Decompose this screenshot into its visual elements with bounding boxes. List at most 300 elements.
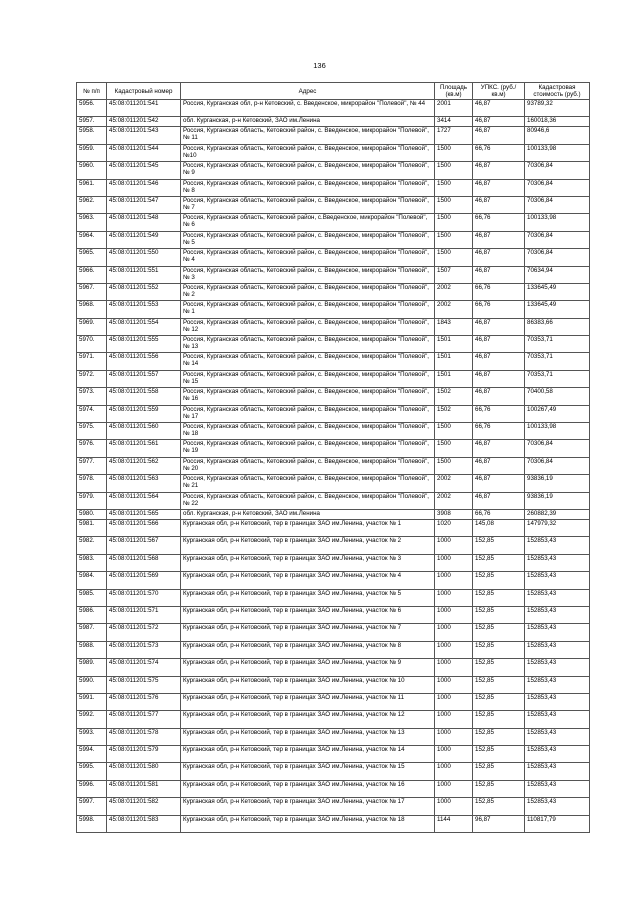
cadastral-number-cell: 45:08:011201:576	[107, 693, 181, 710]
header-area: Площадь (кв.м)	[435, 83, 473, 100]
cadastral-cost-cell: 70306,84	[525, 249, 590, 266]
cadastral-number-cell: 45:08:011201:561	[107, 440, 181, 457]
cadastral-number-cell: 45:08:011201:577	[107, 711, 181, 728]
row-number-cell: 5990.	[77, 676, 107, 693]
cadastral-cost-cell: 152853,43	[525, 589, 590, 606]
cadastral-cost-cell: 100267,49	[525, 405, 590, 422]
row-number-cell: 5971.	[77, 353, 107, 370]
row-number-cell: 5960.	[77, 162, 107, 179]
address-cell: Курганская обл, р-н Кетовский, тер в границах ЗАО им.Ленина, участок № 10	[181, 676, 435, 693]
upks-cell: 46,87	[473, 318, 525, 335]
table-row	[77, 624, 590, 641]
area-cell: 1000	[435, 659, 473, 676]
area-cell: 1500	[435, 179, 473, 196]
cadastral-cost-cell: 152853,43	[525, 763, 590, 780]
table-row	[77, 100, 590, 117]
cadastral-cost-cell: 70306,84	[525, 457, 590, 474]
cadastral-number-cell: 45:08:011201:573	[107, 641, 181, 658]
cadastral-number-cell: 45:08:011201:552	[107, 283, 181, 300]
row-number-cell: 5984.	[77, 572, 107, 589]
cadastral-number-cell: 45:08:011201:558	[107, 388, 181, 405]
upks-cell: 152,85	[473, 606, 525, 623]
row-number-cell: 5985.	[77, 589, 107, 606]
upks-cell: 46,87	[473, 179, 525, 196]
area-cell: 1000	[435, 554, 473, 571]
cadastral-number-cell: 45:08:011201:547	[107, 196, 181, 213]
cadastral-number-cell: 45:08:011201:553	[107, 301, 181, 318]
area-cell: 1144	[435, 815, 473, 832]
row-number-cell: 5965.	[77, 249, 107, 266]
address-cell: Россия, Курганская область, Кетовский район, с. Введенское, микрорайон "Полевой", № 21	[181, 475, 435, 492]
area-cell: 1500	[435, 214, 473, 231]
area-cell: 1000	[435, 572, 473, 589]
cadastral-cost-cell: 133645,49	[525, 283, 590, 300]
row-number-cell: 5956.	[77, 100, 107, 117]
upks-cell: 46,87	[473, 370, 525, 387]
area-cell: 1000	[435, 589, 473, 606]
table-row	[77, 283, 590, 300]
cadastral-number-cell: 45:08:011201:556	[107, 353, 181, 370]
table-row	[77, 301, 590, 318]
row-number-cell: 5983.	[77, 554, 107, 571]
row-number-cell: 5957.	[77, 117, 107, 127]
area-cell: 1000	[435, 624, 473, 641]
area-cell: 1000	[435, 746, 473, 763]
address-cell: Курганская обл, р-н Кетовский, тер в границах ЗАО им.Ленина, участок № 5	[181, 589, 435, 606]
area-cell: 1000	[435, 798, 473, 815]
cadastral-table	[76, 82, 590, 833]
upks-cell: 46,87	[473, 266, 525, 283]
table-row	[77, 388, 590, 405]
address-cell: Курганская обл, р-н Кетовский, тер в границах ЗАО им.Ленина, участок № 4	[181, 572, 435, 589]
upks-cell: 152,85	[473, 728, 525, 745]
cadastral-cost-cell: 70634,94	[525, 266, 590, 283]
row-number-cell: 5986.	[77, 606, 107, 623]
upks-cell: 66,76	[473, 283, 525, 300]
upks-cell: 46,87	[473, 475, 525, 492]
cadastral-number-cell: 45:08:011201:563	[107, 475, 181, 492]
area-cell: 2002	[435, 492, 473, 509]
table-row	[77, 711, 590, 728]
table-row	[77, 798, 590, 815]
header-address: Адрес	[181, 83, 435, 100]
table-row	[77, 475, 590, 492]
row-number-cell: 5988.	[77, 641, 107, 658]
upks-cell: 46,87	[473, 100, 525, 117]
area-cell: 1727	[435, 127, 473, 144]
cadastral-number-cell: 45:08:011201:555	[107, 336, 181, 353]
cadastral-cost-cell: 160018,36	[525, 117, 590, 127]
area-cell: 2001	[435, 100, 473, 117]
area-cell: 1000	[435, 763, 473, 780]
cadastral-cost-cell: 100133,98	[525, 423, 590, 440]
table-row	[77, 519, 590, 536]
table-row	[77, 676, 590, 693]
cadastral-cost-cell: 152853,43	[525, 606, 590, 623]
page-number: 136	[313, 61, 326, 70]
row-number-cell: 5987.	[77, 624, 107, 641]
cadastral-number-cell: 45:08:011201:542	[107, 117, 181, 127]
row-number-cell: 5998.	[77, 815, 107, 832]
table-row	[77, 336, 590, 353]
address-cell: Курганская обл, р-н Кетовский, тер в границах ЗАО им.Ленина, участок № 3	[181, 554, 435, 571]
upks-cell: 152,85	[473, 693, 525, 710]
cadastral-cost-cell: 70306,84	[525, 231, 590, 248]
address-cell: Россия, Курганская область, Кетовский район, с. Введенское, микрорайон "Полевой", № 18	[181, 423, 435, 440]
area-cell: 1502	[435, 388, 473, 405]
address-cell: Россия, Курганская область, Кетовский район, с. Введенское, микрорайон "Полевой", № 17	[181, 405, 435, 422]
area-cell: 2002	[435, 283, 473, 300]
cadastral-cost-cell: 152853,43	[525, 641, 590, 658]
upks-cell: 46,87	[473, 231, 525, 248]
cadastral-number-cell: 45:08:011201:554	[107, 318, 181, 335]
upks-cell: 152,85	[473, 676, 525, 693]
cadastral-cost-cell: 70306,84	[525, 196, 590, 213]
cadastral-cost-cell: 93836,19	[525, 475, 590, 492]
row-number-cell: 5996.	[77, 780, 107, 797]
address-cell: Курганская обл, р-н Кетовский, тер в границах ЗАО им.Ленина, участок № 15	[181, 763, 435, 780]
cadastral-cost-cell: 70353,71	[525, 336, 590, 353]
cadastral-number-cell: 45:08:011201:565	[107, 509, 181, 519]
cadastral-number-cell: 45:08:011201:541	[107, 100, 181, 117]
upks-cell: 152,85	[473, 659, 525, 676]
cadastral-number-cell: 45:08:011201:570	[107, 589, 181, 606]
upks-cell: 46,87	[473, 492, 525, 509]
row-number-cell: 5991.	[77, 693, 107, 710]
address-cell: Курганская обл, р-н Кетовский, тер в границах ЗАО им.Ленина, участок № 1	[181, 519, 435, 536]
table-row	[77, 370, 590, 387]
upks-cell: 46,87	[473, 353, 525, 370]
cadastral-number-cell: 45:08:011201:560	[107, 423, 181, 440]
address-cell: Россия, Курганская область, Кетовский район, с. Введенское, микрорайон "Полевой", № 13	[181, 336, 435, 353]
address-cell: Россия, Курганская область, Кетовский район, с. Введенское, микрорайон "Полевой", № 12	[181, 318, 435, 335]
row-number-cell: 5995.	[77, 763, 107, 780]
cadastral-cost-cell: 86383,66	[525, 318, 590, 335]
address-cell: обл. Курганская, р-н Кетовский, ЗАО им.Ленина	[181, 117, 435, 127]
area-cell: 1500	[435, 440, 473, 457]
header-cadastral-number: Кадастровый номер	[107, 83, 181, 100]
address-cell: обл. Курганская, р-н Кетовский, ЗАО им.Ленина	[181, 509, 435, 519]
upks-cell: 152,85	[473, 554, 525, 571]
table-row	[77, 746, 590, 763]
address-cell: Россия, Курганская область, Кетовский район, с. Введенское, микрорайон "Полевой", № 19	[181, 440, 435, 457]
table-row	[77, 509, 590, 519]
cadastral-cost-cell: 152853,43	[525, 728, 590, 745]
address-cell: Курганская обл, р-н Кетовский, тер в границах ЗАО им.Ленина, участок № 18	[181, 815, 435, 832]
table-row	[77, 440, 590, 457]
cadastral-cost-cell: 152853,43	[525, 676, 590, 693]
cadastral-number-cell: 45:08:011201:566	[107, 519, 181, 536]
cadastral-number-cell: 45:08:011201:557	[107, 370, 181, 387]
cadastral-cost-cell: 133645,49	[525, 301, 590, 318]
row-number-cell: 5976.	[77, 440, 107, 457]
upks-cell: 46,87	[473, 162, 525, 179]
cadastral-cost-cell: 93789,32	[525, 100, 590, 117]
address-cell: Россия, Курганская область, Кетовский район, с. Введенское, микрорайон "Полевой", № 22	[181, 492, 435, 509]
row-number-cell: 5974.	[77, 405, 107, 422]
row-number-cell: 5969.	[77, 318, 107, 335]
upks-cell: 46,87	[473, 457, 525, 474]
area-cell: 2002	[435, 475, 473, 492]
area-cell: 1507	[435, 266, 473, 283]
upks-cell: 46,87	[473, 440, 525, 457]
area-cell: 1500	[435, 231, 473, 248]
address-cell: Россия, Курганская область, Кетовский район, с. Введенское, микрорайон "Полевой", № 7	[181, 196, 435, 213]
row-number-cell: 5973.	[77, 388, 107, 405]
table-body	[77, 100, 590, 833]
table-row	[77, 693, 590, 710]
address-cell: Курганская обл, р-н Кетовский, тер в границах ЗАО им.Ленина, участок № 16	[181, 780, 435, 797]
cadastral-number-cell: 45:08:011201:564	[107, 492, 181, 509]
row-number-cell: 5963.	[77, 214, 107, 231]
cadastral-cost-cell: 152853,43	[525, 624, 590, 641]
table-row	[77, 537, 590, 554]
cadastral-cost-cell: 70306,84	[525, 162, 590, 179]
cadastral-cost-cell: 152853,43	[525, 798, 590, 815]
area-cell: 1500	[435, 249, 473, 266]
upks-cell: 152,85	[473, 711, 525, 728]
table-row	[77, 815, 590, 832]
table-header-row	[77, 83, 590, 100]
upks-cell: 46,87	[473, 117, 525, 127]
upks-cell: 96,87	[473, 815, 525, 832]
upks-cell: 152,85	[473, 589, 525, 606]
area-cell: 1500	[435, 423, 473, 440]
table-row	[77, 457, 590, 474]
area-cell: 1000	[435, 780, 473, 797]
row-number-cell: 5978.	[77, 475, 107, 492]
area-cell: 1000	[435, 606, 473, 623]
cadastral-number-cell: 45:08:011201:578	[107, 728, 181, 745]
upks-cell: 66,76	[473, 214, 525, 231]
address-cell: Россия, Курганская область, Кетовский район, с. Введенское, микрорайон "Полевой", № 3	[181, 266, 435, 283]
cadastral-number-cell: 45:08:011201:545	[107, 162, 181, 179]
cadastral-number-cell: 45:08:011201:568	[107, 554, 181, 571]
address-cell: Россия, Курганская область, Кетовский район, с.Введенское, микрорайон "Полевой", № 6	[181, 214, 435, 231]
row-number-cell: 5993.	[77, 728, 107, 745]
address-cell: Россия, Курганская область, Кетовский район, с. Введенское, микрорайон "Полевой", № 20	[181, 457, 435, 474]
row-number-cell: 5967.	[77, 283, 107, 300]
address-cell: Курганская обл, р-н Кетовский, тер в границах ЗАО им.Ленина, участок № 12	[181, 711, 435, 728]
area-cell: 1500	[435, 196, 473, 213]
table-row	[77, 353, 590, 370]
upks-cell: 66,76	[473, 405, 525, 422]
table-row	[77, 179, 590, 196]
area-cell: 1020	[435, 519, 473, 536]
cadastral-cost-cell: 152853,43	[525, 746, 590, 763]
cadastral-number-cell: 45:08:011201:583	[107, 815, 181, 832]
address-cell: Курганская обл, р-н Кетовский, тер в границах ЗАО им.Ленина, участок № 7	[181, 624, 435, 641]
address-cell: Россия, Курганская область, Кетовский район, с. Введенское, микрорайон "Полевой", № 2	[181, 283, 435, 300]
address-cell: Курганская обл, р-н Кетовский, тер в границах ЗАО им.Ленина, участок № 14	[181, 746, 435, 763]
row-number-cell: 5980.	[77, 509, 107, 519]
area-cell: 1000	[435, 693, 473, 710]
cadastral-number-cell: 45:08:011201:551	[107, 266, 181, 283]
address-cell: Россия, Курганская область, Кетовский район, с. Введенское, микрорайон "Полевой", № 16	[181, 388, 435, 405]
upks-cell: 66,76	[473, 301, 525, 318]
address-cell: Россия, Курганская область, Кетовский район, с. Введенское, микрорайон "Полевой", № 8	[181, 179, 435, 196]
cadastral-cost-cell: 93836,19	[525, 492, 590, 509]
cadastral-cost-cell: 80946,6	[525, 127, 590, 144]
row-number-cell: 5975.	[77, 423, 107, 440]
address-cell: Россия, Курганская область, Кетовский район, с. Введенское, микрорайон "Полевой", № 14	[181, 353, 435, 370]
area-cell: 3908	[435, 509, 473, 519]
area-cell: 1501	[435, 353, 473, 370]
header-number: № п/п	[77, 83, 107, 100]
table-row	[77, 117, 590, 127]
table-row	[77, 606, 590, 623]
table-row	[77, 318, 590, 335]
row-number-cell: 5981.	[77, 519, 107, 536]
area-cell: 1000	[435, 711, 473, 728]
cadastral-cost-cell: 70353,71	[525, 353, 590, 370]
cadastral-number-cell: 45:08:011201:575	[107, 676, 181, 693]
table-row	[77, 554, 590, 571]
header-cadastral-cost: Кадастровая стоимость (руб.)	[525, 83, 590, 100]
upks-cell: 145,08	[473, 519, 525, 536]
table-row	[77, 144, 590, 161]
cadastral-cost-cell: 152853,43	[525, 537, 590, 554]
upks-cell: 152,85	[473, 763, 525, 780]
upks-cell: 152,85	[473, 641, 525, 658]
cadastral-cost-cell: 152853,43	[525, 711, 590, 728]
table-row	[77, 266, 590, 283]
upks-cell: 46,87	[473, 249, 525, 266]
row-number-cell: 5958.	[77, 127, 107, 144]
upks-cell: 46,87	[473, 196, 525, 213]
address-cell: Россия, Курганская область, Кетовский район, с. Введенское, микрорайон "Полевой", № 1	[181, 301, 435, 318]
cadastral-number-cell: 45:08:011201:546	[107, 179, 181, 196]
upks-cell: 46,87	[473, 127, 525, 144]
address-cell: Курганская обл, р-н Кетовский, тер в границах ЗАО им.Ленина, участок № 2	[181, 537, 435, 554]
area-cell: 1500	[435, 457, 473, 474]
upks-cell: 46,87	[473, 336, 525, 353]
cadastral-cost-cell: 152853,43	[525, 554, 590, 571]
table-row	[77, 641, 590, 658]
cadastral-cost-cell: 100133,98	[525, 144, 590, 161]
cadastral-number-cell: 45:08:011201:544	[107, 144, 181, 161]
address-cell: Курганская обл, р-н Кетовский, тер в границах ЗАО им.Ленина, участок № 11	[181, 693, 435, 710]
row-number-cell: 5989.	[77, 659, 107, 676]
table-row	[77, 763, 590, 780]
area-cell: 1501	[435, 336, 473, 353]
cadastral-number-cell: 45:08:011201:567	[107, 537, 181, 554]
upks-cell: 152,85	[473, 780, 525, 797]
cadastral-number-cell: 45:08:011201:548	[107, 214, 181, 231]
cadastral-cost-cell: 110817,79	[525, 815, 590, 832]
table-row	[77, 589, 590, 606]
cadastral-number-cell: 45:08:011201:574	[107, 659, 181, 676]
table-row	[77, 780, 590, 797]
cadastral-number-cell: 45:08:011201:549	[107, 231, 181, 248]
upks-cell: 152,85	[473, 798, 525, 815]
area-cell: 1500	[435, 144, 473, 161]
cadastral-cost-cell: 152853,43	[525, 572, 590, 589]
row-number-cell: 5972.	[77, 370, 107, 387]
cadastral-number-cell: 45:08:011201:559	[107, 405, 181, 422]
table-row	[77, 231, 590, 248]
row-number-cell: 5992.	[77, 711, 107, 728]
area-cell: 1000	[435, 728, 473, 745]
area-cell: 3414	[435, 117, 473, 127]
cadastral-cost-cell: 70306,84	[525, 440, 590, 457]
row-number-cell: 5959.	[77, 144, 107, 161]
upks-cell: 152,85	[473, 572, 525, 589]
row-number-cell: 5970.	[77, 336, 107, 353]
cadastral-cost-cell: 70306,84	[525, 179, 590, 196]
row-number-cell: 5997.	[77, 798, 107, 815]
cadastral-number-cell: 45:08:011201:550	[107, 249, 181, 266]
cadastral-number-cell: 45:08:011201:580	[107, 763, 181, 780]
table-row	[77, 405, 590, 422]
table-row	[77, 196, 590, 213]
upks-cell: 152,85	[473, 746, 525, 763]
cadastral-cost-cell: 100133,98	[525, 214, 590, 231]
address-cell: Курганская обл, р-н Кетовский, тер в границах ЗАО им.Ленина, участок № 13	[181, 728, 435, 745]
area-cell: 1000	[435, 641, 473, 658]
address-cell: Россия, Курганская область, Кетовский район, с. Введенское, микрорайон "Полевой", № 4	[181, 249, 435, 266]
row-number-cell: 5966.	[77, 266, 107, 283]
cadastral-number-cell: 45:08:011201:572	[107, 624, 181, 641]
upks-cell: 66,76	[473, 509, 525, 519]
area-cell: 2002	[435, 301, 473, 318]
row-number-cell: 5994.	[77, 746, 107, 763]
address-cell: Курганская обл, р-н Кетовский, тер в границах ЗАО им.Ленина, участок № 8	[181, 641, 435, 658]
table-row	[77, 572, 590, 589]
cadastral-cost-cell: 70400,58	[525, 388, 590, 405]
cadastral-cost-cell: 260882,39	[525, 509, 590, 519]
cadastral-cost-cell: 70353,71	[525, 370, 590, 387]
address-cell: Россия, Курганская область, Кетовский район, с. Введенское, микрорайон "Полевой", № 9	[181, 162, 435, 179]
table-row	[77, 492, 590, 509]
cadastral-number-cell: 45:08:011201:571	[107, 606, 181, 623]
area-cell: 1000	[435, 676, 473, 693]
cadastral-number-cell: 45:08:011201:582	[107, 798, 181, 815]
area-cell: 1502	[435, 405, 473, 422]
upks-cell: 66,76	[473, 423, 525, 440]
address-cell: Курганская обл, р-н Кетовский, тер в границах ЗАО им.Ленина, участок № 6	[181, 606, 435, 623]
cadastral-number-cell: 45:08:011201:569	[107, 572, 181, 589]
table-row	[77, 728, 590, 745]
cadastral-cost-cell: 152853,43	[525, 693, 590, 710]
row-number-cell: 5968.	[77, 301, 107, 318]
address-cell: Россия, Курганская область, Кетовский район, с. Введенское, микрорайон "Полевой", № 11	[181, 127, 435, 144]
cadastral-cost-cell: 147979,32	[525, 519, 590, 536]
upks-cell: 46,87	[473, 388, 525, 405]
row-number-cell: 5977.	[77, 457, 107, 474]
row-number-cell: 5964.	[77, 231, 107, 248]
upks-cell: 152,85	[473, 537, 525, 554]
address-cell: Россия, Курганская обл, р-н Кетовский, с. Введенское, микрорайон "Полевой", № 44	[181, 100, 435, 117]
table-row	[77, 659, 590, 676]
table-row	[77, 127, 590, 144]
area-cell: 1500	[435, 162, 473, 179]
table-row	[77, 214, 590, 231]
upks-cell: 152,85	[473, 624, 525, 641]
cadastral-number-cell: 45:08:011201:543	[107, 127, 181, 144]
address-cell: Россия, Курганская область, Кетовский район, с. Введенское, микрорайон "Полевой", № 5	[181, 231, 435, 248]
table-row	[77, 423, 590, 440]
cadastral-number-cell: 45:08:011201:581	[107, 780, 181, 797]
cadastral-cost-cell: 152853,43	[525, 780, 590, 797]
area-cell: 1843	[435, 318, 473, 335]
row-number-cell: 5982.	[77, 537, 107, 554]
address-cell: Россия, Курганская область, Кетовский район, с. Введенское, микрорайон "Полевой", № 15	[181, 370, 435, 387]
header-upks: УПКС. (руб./кв.м)	[473, 83, 525, 100]
address-cell: Россия, Курганская область, Кетовский район, с. Введенское, микрорайон "Полевой", №10	[181, 144, 435, 161]
cadastral-number-cell: 45:08:011201:562	[107, 457, 181, 474]
row-number-cell: 5979.	[77, 492, 107, 509]
